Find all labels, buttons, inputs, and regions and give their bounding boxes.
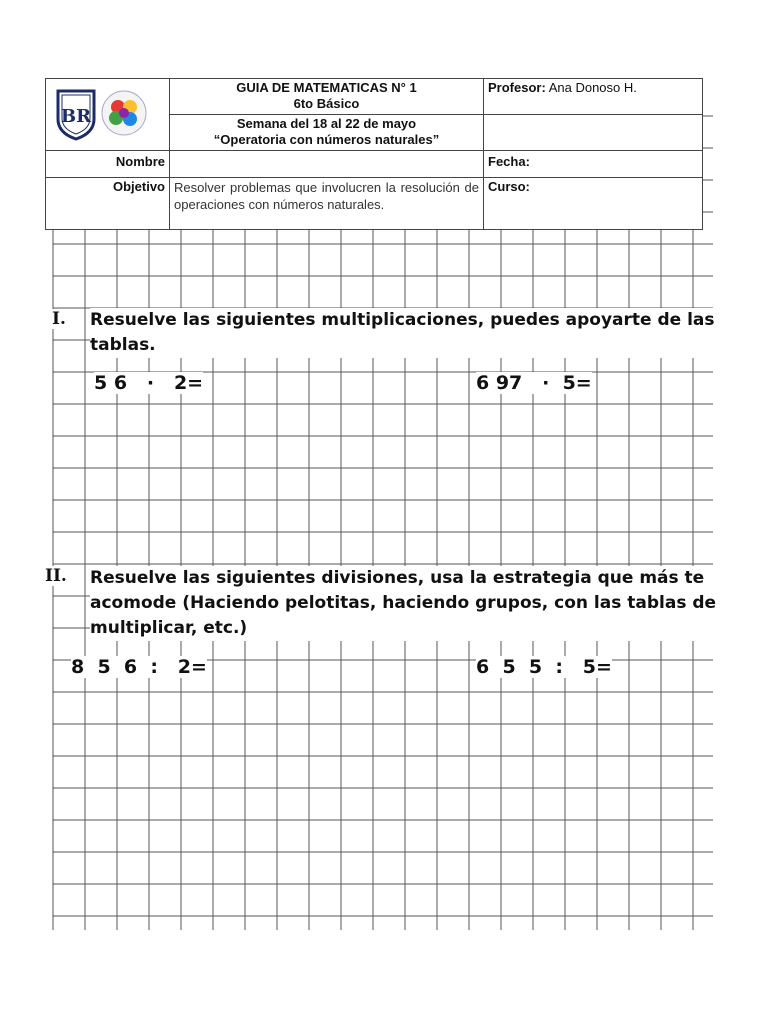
week: Semana del 18 al 22 de mayo [236, 116, 417, 132]
teacher-cell [484, 79, 703, 115]
name-field[interactable] [170, 151, 484, 177]
division-exercise-a: 8 5 6 : 2= [71, 656, 207, 678]
topic: “Operatoria con números naturales” [213, 132, 440, 148]
guide-title: GUIA DE MATEMATICAS N° 1 [236, 80, 417, 95]
teacher-label: Profesor: [488, 80, 546, 95]
course-cell[interactable] [484, 177, 703, 229]
grade: 6to Básico [293, 96, 360, 111]
school-logo [50, 83, 150, 143]
date-cell[interactable] [484, 151, 703, 177]
section-2-instruction: Resuelve las siguientes divisiones, usa la estrategia que más te acomode (Haciendo pelotitas, haciendo grupos, con las tablas de multiplicar, etc.) [90, 566, 730, 641]
header-table [45, 78, 702, 230]
course-label: Curso: [488, 178, 530, 194]
objective-text: Resolver problemas que involucren la resolución de operaciones con números naturales. [170, 177, 484, 229]
multiplication-exercise-b: 6 97 · 5= [476, 372, 592, 394]
teacher-name: Ana Donoso H. [548, 80, 637, 95]
title-cell [170, 79, 484, 115]
section-1-number: I. [52, 309, 66, 329]
empty-cell [484, 115, 703, 151]
week-cell [170, 115, 484, 151]
svg-text:BR: BR [60, 106, 92, 127]
section-1-instruction: Resuelve las siguientes multiplicaciones, puedes apoyarte de las tablas. [90, 308, 730, 358]
division-exercise-b: 6 5 5 : 5= [476, 656, 612, 678]
objective-label: Objetivo [46, 177, 170, 229]
date-label: Fecha: [488, 154, 530, 170]
multiplication-exercise-a: 5 6 · 2= [94, 372, 204, 394]
section-2-number: II. [45, 566, 67, 586]
logo-cell [46, 79, 170, 151]
name-label: Nombre [46, 151, 170, 177]
